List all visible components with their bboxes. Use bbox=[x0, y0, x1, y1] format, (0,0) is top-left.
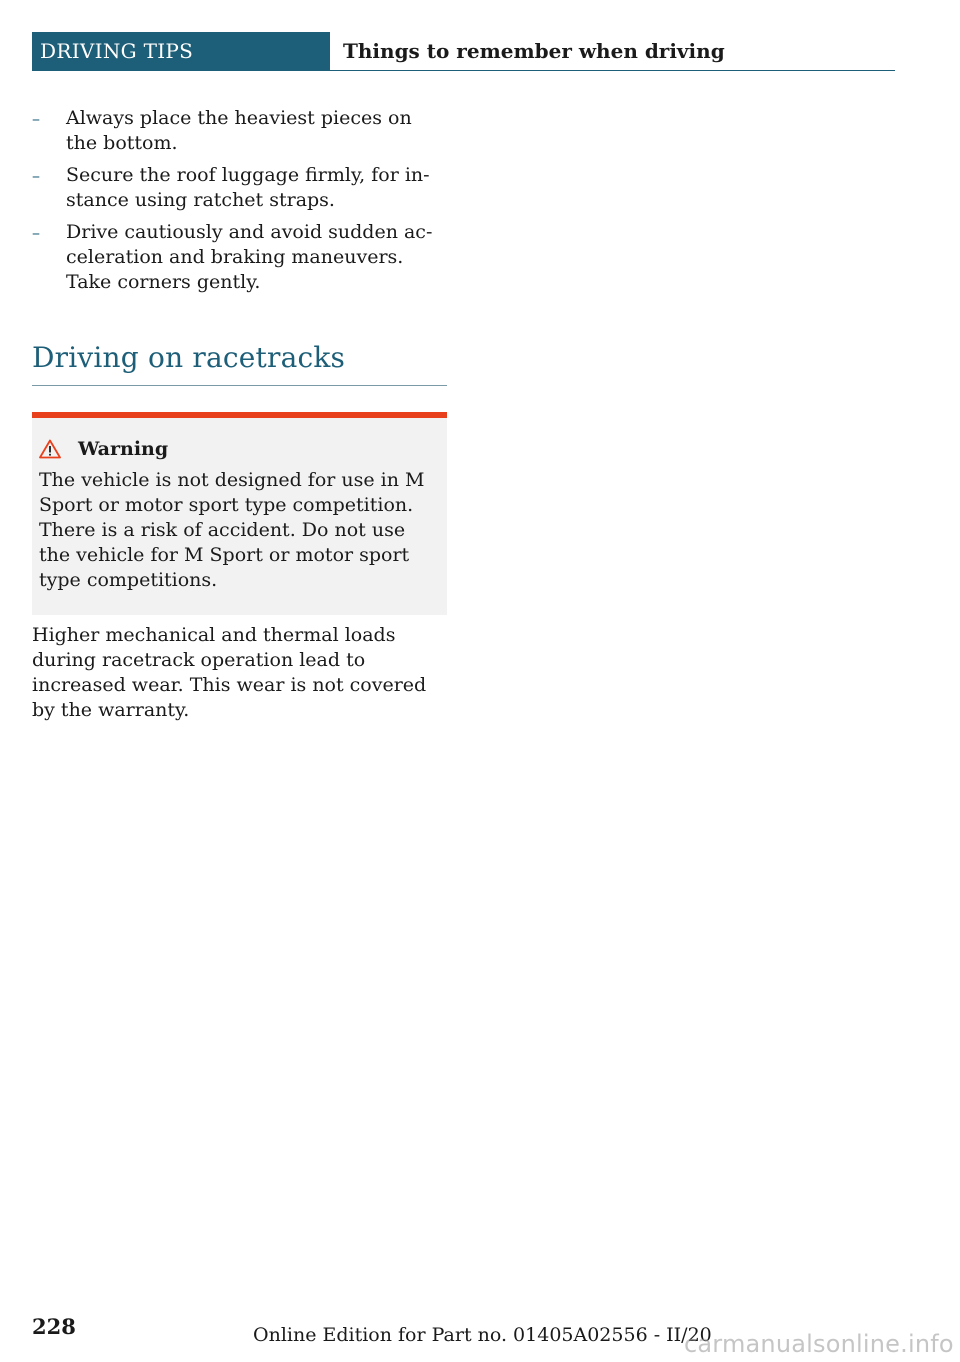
edition-note: Online Edition for Part no. 01405A02556 - II/20 bbox=[253, 1324, 712, 1346]
warning-header bbox=[39, 436, 439, 462]
page-number: 228 bbox=[32, 1314, 76, 1339]
list-item-text: Always place the heaviest pieces on the bottom. bbox=[66, 107, 412, 154]
warning-text: The vehicle is not designed for use in M Sport or motor sport type competition. There is a risk of accident. Do not use the vehicle for M Sport or motor sport type competitions. bbox=[39, 469, 425, 591]
bullet-dash: – bbox=[32, 109, 40, 128]
warning-triangle-icon bbox=[39, 439, 61, 459]
page-header bbox=[32, 32, 895, 71]
bullet-list bbox=[32, 106, 447, 295]
list-item-text: Drive cautiously and avoid sudden ac‐celeration and braking maneuvers. Take corners gently. bbox=[66, 221, 433, 293]
bullet-dash: – bbox=[32, 223, 40, 242]
warning-box bbox=[32, 412, 447, 615]
warning-title: Warning bbox=[78, 438, 169, 460]
section-title: Driving on racetracks bbox=[32, 339, 447, 386]
main-column bbox=[32, 106, 447, 742]
list-item bbox=[32, 163, 447, 213]
bullet-dash: – bbox=[32, 166, 40, 185]
body-paragraph: Higher mechanical and thermal loads during racetrack operation lead to increased wear. This wear is not covered by the warranty. bbox=[32, 624, 427, 721]
header-section-label: DRIVING TIPS bbox=[32, 32, 330, 70]
list-item bbox=[32, 106, 447, 156]
watermark: carmanualsonline.info bbox=[684, 1330, 954, 1358]
header-chapter-title: Things to remember when driving bbox=[343, 39, 725, 63]
list-item-text: Secure the roof luggage firmly, for in‐stance using ratchet straps. bbox=[66, 164, 430, 211]
list-item bbox=[32, 220, 447, 295]
